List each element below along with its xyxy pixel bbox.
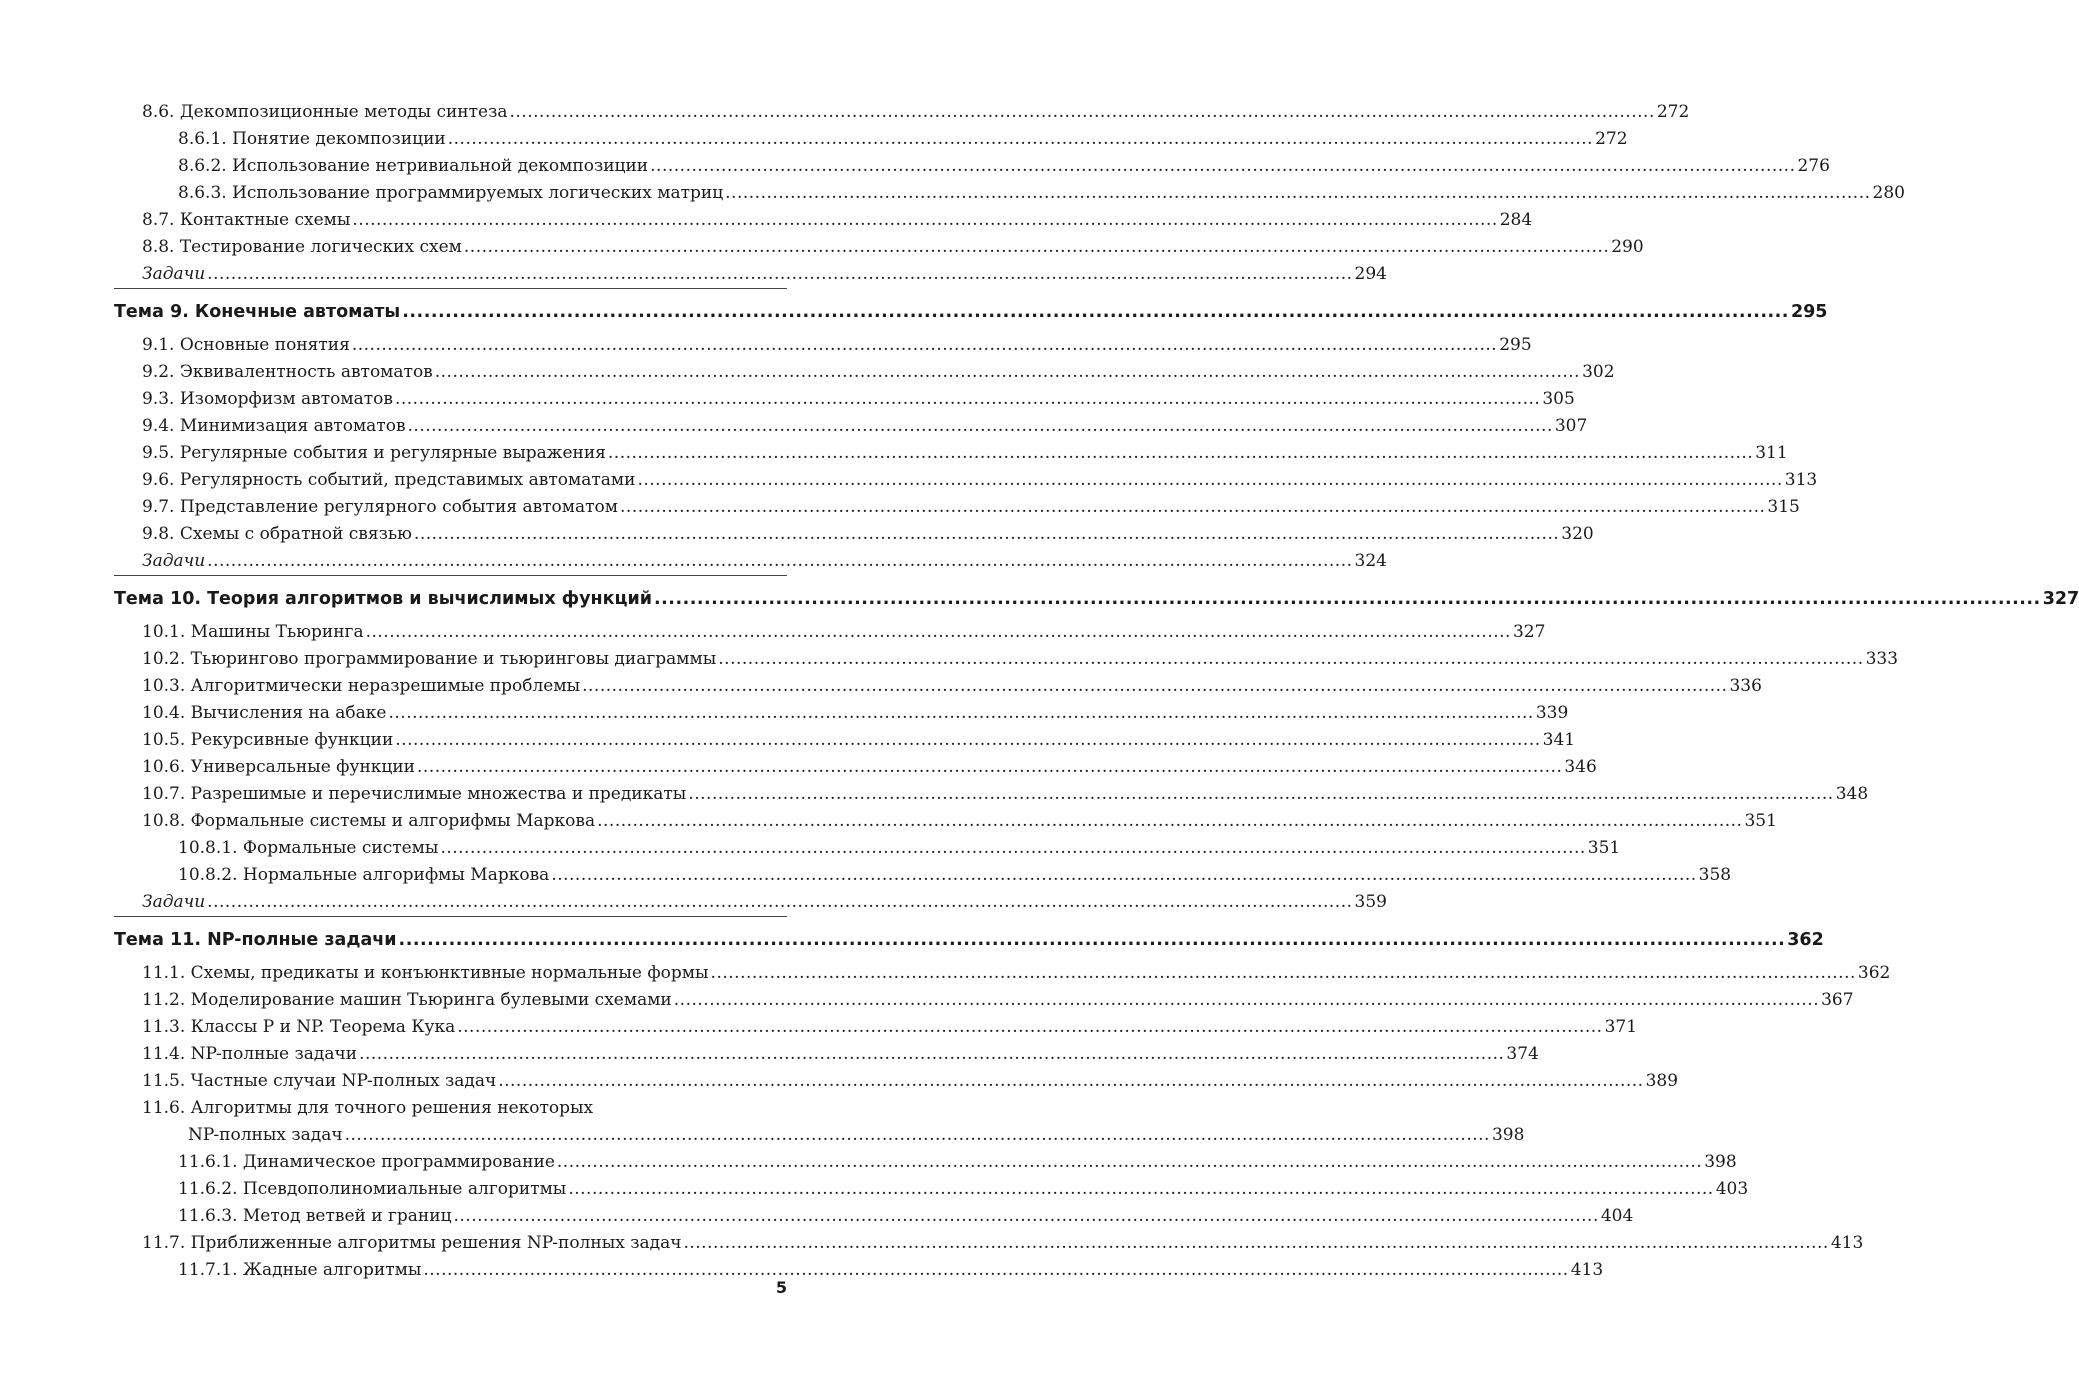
toc-entry-page: 336	[1729, 676, 1762, 696]
toc-entry[interactable]	[114, 1203, 1634, 1230]
toc-entry-title: Задачи	[142, 551, 206, 571]
toc-dot-leader	[568, 1176, 1713, 1203]
toc-entry-title: 9.1. Основные понятия	[142, 335, 350, 355]
toc-dot-leader	[457, 1014, 1602, 1041]
toc-dot-leader	[417, 754, 1562, 781]
toc-dot-leader	[448, 126, 1593, 153]
toc-entry-title: 9.6. Регулярность событий, представимых автоматами	[142, 470, 636, 490]
toc-dot-leader	[620, 494, 1765, 521]
toc-entry-title: 11.5. Частные случаи NP-полных задач	[142, 1071, 497, 1091]
toc-entry[interactable]	[114, 1068, 1679, 1095]
toc-dot-leader	[388, 700, 1533, 727]
toc-entry-title: Задачи	[142, 892, 206, 912]
toc-dot-leader	[345, 1122, 1490, 1149]
toc-dot-leader	[718, 646, 1863, 673]
toc-entry-page: 302	[1582, 362, 1615, 382]
toc-entry[interactable]	[114, 99, 1690, 126]
toc-entry-title: 10.6. Универсальные функции	[142, 757, 416, 777]
toc-dot-leader	[688, 781, 1833, 808]
toc-dot-leader	[352, 207, 1497, 234]
toc-topic-heading[interactable]	[114, 916, 1824, 960]
toc-entry-title: 10.8.1. Формальные системы	[178, 838, 439, 858]
toc-entry[interactable]	[114, 548, 1387, 575]
toc-entry[interactable]	[114, 1230, 1864, 1257]
toc-entry[interactable]	[114, 673, 1762, 700]
toc-dot-leader	[423, 1257, 1568, 1284]
toc-entry-title: 8.8. Тестирование логических схем	[142, 237, 462, 257]
toc-dot-leader	[597, 808, 1742, 835]
toc-dot-leader	[510, 99, 1655, 126]
toc-entry-title: 11.4. NP-полные задачи	[142, 1044, 358, 1064]
toc-entry-title: 9.5. Регулярные события и регулярные выражения	[142, 443, 606, 463]
toc-entry[interactable]	[114, 646, 1899, 673]
toc-entry-page: 295	[1499, 335, 1532, 355]
toc-entry-title: 10.4. Вычисления на абаке	[142, 703, 387, 723]
toc-entry-page: 341	[1542, 730, 1576, 750]
toc-entry-title: 10.3. Алгоритмически неразрешимые проблемы	[142, 676, 581, 696]
toc-entry-title: 9.2. Эквивалентность автоматов	[142, 362, 433, 382]
toc-entry[interactable]	[114, 521, 1594, 548]
toc-dot-leader	[207, 889, 1352, 916]
toc-entry-page: 351	[1744, 811, 1777, 831]
toc-dot-leader	[352, 332, 1497, 359]
toc-entry[interactable]	[114, 1014, 1638, 1041]
toc-entry-title: 9.8. Схемы с обратной связью	[142, 524, 412, 544]
toc-entry[interactable]	[114, 1257, 1604, 1284]
toc-entry-page: 272	[1595, 129, 1628, 149]
toc-entry[interactable]	[114, 619, 1546, 646]
toc-entry[interactable]	[114, 1041, 1539, 1068]
toc-dot-leader	[725, 180, 1870, 207]
toc-entry-page: 327	[1512, 622, 1546, 642]
toc-dot-leader	[654, 580, 2041, 619]
toc-dot-leader	[711, 960, 1856, 987]
toc-entry-page: 362	[1857, 963, 1891, 983]
toc-entry[interactable]	[114, 727, 1576, 754]
toc-dot-leader	[650, 153, 1795, 180]
toc-entry-page: 346	[1564, 757, 1597, 777]
toc-entry-title: 9.4. Минимизация автоматов	[142, 416, 406, 436]
toc-entry[interactable]	[114, 1095, 787, 1122]
toc-entry-title: 11.7. Приближенные алгоритмы решения NP-полных задач	[142, 1233, 682, 1253]
toc-entry-title: 11.2. Моделирование машин Тьюринга булевыми схемами	[142, 990, 672, 1010]
toc-entry[interactable]	[114, 153, 1830, 180]
toc-entry-page: 305	[1542, 389, 1575, 409]
toc-entry-title: Задачи	[142, 264, 206, 284]
toc-dot-leader	[366, 619, 1511, 646]
toc-entry-title: 9.3. Изоморфизм автоматов	[142, 389, 393, 409]
toc-entry-page: 307	[1554, 416, 1588, 436]
toc-entry-title: 10.1. Машины Тьюринга	[142, 622, 364, 642]
toc-entry[interactable]	[114, 987, 1854, 1014]
page-number: 5	[775, 1278, 787, 1297]
toc-entry[interactable]	[114, 332, 1532, 359]
toc-entry-page: 284	[1499, 210, 1533, 230]
toc-entry-page: 348	[1835, 784, 1869, 804]
toc-dot-leader	[207, 548, 1352, 575]
toc-entry-title: 8.6.1. Понятие декомпозиции	[178, 129, 446, 149]
toc-dot-leader	[359, 1041, 1504, 1068]
toc-entry-page: 280	[1872, 183, 1905, 203]
toc-dot-leader	[551, 862, 1696, 889]
toc-entry[interactable]	[114, 413, 1588, 440]
toc-entry-page: 389	[1645, 1071, 1679, 1091]
toc-dot-leader	[395, 386, 1540, 413]
toc-entry-title: 11.6. Алгоритмы для точного решения некоторых	[142, 1098, 594, 1118]
toc-entry-title: 11.7.1. Жадные алгоритмы	[178, 1260, 422, 1280]
toc-entry-page: 315	[1767, 497, 1800, 517]
toc-entry[interactable]	[114, 862, 1732, 889]
toc-entry-page: 351	[1587, 838, 1621, 858]
toc-entry[interactable]	[114, 207, 1533, 234]
toc-entry[interactable]	[114, 234, 1644, 261]
toc-entry-page: 398	[1704, 1152, 1737, 1172]
toc-entry-title: 8.7. Контактные схемы	[142, 210, 351, 230]
toc-entry[interactable]	[114, 126, 1628, 153]
toc-entry[interactable]	[114, 467, 1818, 494]
toc-entry[interactable]	[114, 835, 1621, 862]
toc-entry-page: 359	[1354, 892, 1387, 912]
toc-entry-page: 272	[1656, 102, 1690, 122]
toc-dot-leader	[402, 293, 1789, 332]
toc-dot-leader	[454, 1203, 1599, 1230]
toc-entry-page: 324	[1354, 551, 1387, 571]
toc-dot-leader	[637, 467, 1782, 494]
toc-entry-page: 367	[1821, 990, 1854, 1010]
toc-entry[interactable]	[114, 781, 1869, 808]
toc-dot-leader	[464, 234, 1609, 261]
toc-entry-title: 10.2. Тьюрингово программирование и тьюринговы диаграммы	[142, 649, 717, 669]
toc-entry-title: NP-полных задач	[188, 1125, 343, 1145]
toc-entry-page: 398	[1491, 1125, 1525, 1145]
toc-topic-heading[interactable]	[114, 575, 2079, 619]
toc-entry-page: 290	[1611, 237, 1644, 257]
toc-entry-title: 8.6. Декомпозиционные методы синтеза	[142, 102, 508, 122]
toc-entry-title: Тема 10. Теория алгоритмов и вычислимых функций	[114, 589, 652, 609]
toc-entry-page: 311	[1755, 443, 1788, 463]
toc-entry-title: 8.6.2. Использование нетривиальной декомпозиции	[178, 156, 649, 176]
toc-entry-title: 10.8.2. Нормальные алгорифмы Маркова	[178, 865, 550, 885]
toc-entry-title: Тема 9. Конечные автоматы	[114, 302, 401, 322]
toc-entry-title: 11.3. Классы P и NP. Теорема Кука	[142, 1017, 456, 1037]
toc-dot-leader	[498, 1068, 1643, 1095]
toc-dot-leader	[408, 413, 1553, 440]
toc-entry-page: 295	[1790, 302, 1828, 322]
toc-entry[interactable]	[114, 889, 1387, 916]
toc-entry[interactable]	[114, 1122, 1525, 1149]
toc-entry[interactable]	[114, 261, 1387, 288]
toc-entry-title: 11.6.3. Метод ветвей и границ	[178, 1206, 452, 1226]
toc-entry-title: Тема 11. NP-полные задачи	[114, 930, 397, 950]
toc-entry[interactable]	[114, 440, 1788, 467]
toc-entry-page: 276	[1797, 156, 1830, 176]
toc-entry-title: 11.1. Схемы, предикаты и конъюнктивные нормальные формы	[142, 963, 709, 983]
toc-entry[interactable]	[114, 359, 1615, 386]
toc-entry-page: 371	[1604, 1017, 1638, 1037]
toc-entry-page: 404	[1600, 1206, 1634, 1226]
toc-entry-page: 374	[1506, 1044, 1539, 1064]
toc-entry-page: 294	[1354, 264, 1387, 284]
toc-dot-leader	[608, 440, 1753, 467]
toc-entry-page: 413	[1830, 1233, 1864, 1253]
toc-entry-page: 339	[1535, 703, 1569, 723]
toc-entry-page: 358	[1698, 865, 1732, 885]
toc-entry[interactable]	[114, 1149, 1737, 1176]
toc-dot-leader	[683, 1230, 1828, 1257]
toc-dot-leader	[395, 727, 1540, 754]
toc-entry-title: 8.6.3. Использование программируемых логических матриц	[178, 183, 724, 203]
toc-entry-title: 9.7. Представление регулярного события автоматом	[142, 497, 619, 517]
toc-entry[interactable]	[114, 808, 1777, 835]
toc-entry[interactable]	[114, 494, 1800, 521]
toc-dot-leader	[399, 921, 1786, 960]
toc-entry-title: 10.8. Формальные системы и алгорифмы Маркова	[142, 811, 596, 831]
toc-entry-title: 11.6.1. Динамическое программирование	[178, 1152, 555, 1172]
toc-entry-page: 403	[1715, 1179, 1749, 1199]
toc-dot-leader	[435, 359, 1580, 386]
toc-entry-title: 11.6.2. Псевдополиномиальные алгоритмы	[178, 1179, 567, 1199]
toc-entry-page: 320	[1561, 524, 1594, 544]
toc-entry[interactable]	[114, 180, 1905, 207]
toc-entry-title: 10.5. Рекурсивные функции	[142, 730, 394, 750]
toc-entry-page: 333	[1865, 649, 1899, 669]
toc-dot-leader	[414, 521, 1559, 548]
toc-entry-page: 413	[1570, 1260, 1604, 1280]
toc-entry-page: 313	[1784, 470, 1818, 490]
toc-dot-leader	[207, 261, 1352, 288]
toc-entry-page: 362	[1787, 930, 1824, 950]
table-of-contents	[114, 99, 2079, 1284]
toc-entry[interactable]	[114, 960, 1891, 987]
toc-dot-leader	[582, 673, 1727, 700]
toc-topic-heading[interactable]	[114, 288, 1828, 332]
toc-entry[interactable]	[114, 754, 1597, 781]
toc-entry-page: 327	[2042, 589, 2079, 609]
toc-entry[interactable]	[114, 386, 1575, 413]
toc-dot-leader	[440, 835, 1585, 862]
toc-dot-leader	[557, 1149, 1702, 1176]
toc-entry[interactable]	[114, 700, 1569, 727]
toc-dot-leader	[674, 987, 1819, 1014]
toc-entry[interactable]	[114, 1176, 1749, 1203]
toc-entry-title: 10.7. Разрешимые и перечислимые множества и предикаты	[142, 784, 687, 804]
